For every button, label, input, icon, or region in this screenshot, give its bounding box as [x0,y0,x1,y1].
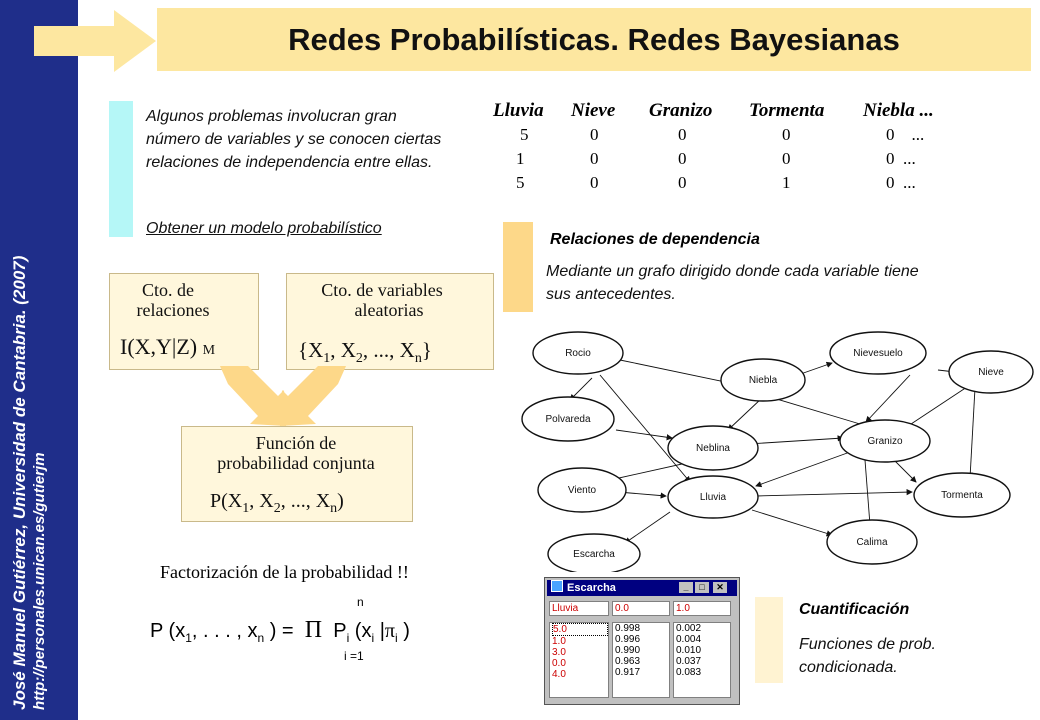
cpt-parent-value[interactable]: 3.0 [552,647,566,658]
variables-set-sep: , ..., X [362,338,415,362]
cpt-prob-value[interactable]: 0.010 [676,645,702,656]
formula-sub: i [371,631,375,645]
graph-node-viento [538,468,626,512]
obs-cell: 0 [886,125,895,144]
cpt-header-state: 1.0 [673,601,731,616]
obs-cell: 0 [886,173,895,192]
cpt-prob-value[interactable]: 0.998 [615,623,641,634]
graph-node-label: Tormenta [941,490,983,501]
graph-node-niebla [721,359,805,401]
dependency-heading: Relaciones de dependencia [550,231,760,248]
graph-node-label: Polvareda [545,414,591,425]
joint-formula-open: P(X [210,490,243,512]
factorization-caption: Factorización de la probabilidad !! [160,562,409,582]
edge-granizo-calima [865,460,870,525]
cpt-prob-value[interactable]: 0.996 [615,634,641,645]
cpt-header-state: 0.0 [612,601,670,616]
product-lower: i =1 [344,649,364,663]
obs-cell: 5 [520,125,529,144]
obs-header: Niebla ... [863,100,934,121]
formula-lhs: ) = [269,620,294,642]
graph-node-polvareda [522,397,614,441]
converge-arrows [200,366,360,430]
cpt-prob-value[interactable]: 0.963 [615,656,641,667]
factorization-formula [150,617,410,645]
cpt-prob-value[interactable]: 0.990 [615,645,641,656]
joint-sub: 2 [273,501,281,516]
cpt-window-titlebar[interactable] [547,580,737,596]
intro-goal: Obtener un modelo probabilístico [146,220,382,237]
relations-formula-line [120,334,215,360]
cpt-col-prob1[interactable] [673,622,731,698]
edge-nieve-granizo [905,385,970,428]
side-url: http://personales.unican.es/gutierjm [31,452,48,710]
joint-formula [210,490,344,517]
obs-cell: 5 [516,173,525,192]
graph-node-neblina [668,426,758,470]
edge-nievesuelo-granizo [866,375,910,422]
graph-node-escarcha [548,534,640,572]
arrow-right-icon [280,366,346,426]
quantification-accent [755,597,783,683]
page-title: Redes Probabilísticas. Redes Bayesianas [288,22,900,57]
relations-line1: Cto. de [142,280,194,300]
obs-header: Granizo [649,100,713,121]
cpt-col-parent-values[interactable] [549,622,609,698]
obs-header: Nieve [571,100,616,121]
product-symbol: Π [304,617,323,643]
formula-rhs: ) [403,620,410,642]
joint-label [181,433,411,473]
joint-line1: Función de [255,433,337,453]
bayesian-graph [520,320,1040,572]
formula-lhs: P (x [150,620,186,642]
close-icon[interactable]: ✕ [713,582,727,593]
graph-node-label: Niebla [748,375,778,386]
cpt-window [544,577,740,705]
cpt-prob-value[interactable]: 0.037 [676,656,702,667]
obs-cell: 0 [678,149,687,168]
cpt-prob-value[interactable]: 0.002 [676,623,702,634]
graph-node-calima [827,520,917,564]
edge-rocio-lluvia [600,375,690,482]
obs-cell: 0 [782,125,791,144]
side-credit [10,256,50,710]
formula-sub: i [346,631,350,645]
variables-set-sep: , X [330,338,356,362]
cpt-parent-value[interactable]: 0.0 [552,658,566,669]
joint-line2: probabilidad conjunta [217,453,375,473]
edge-nieve-tormenta [970,388,975,478]
graph-node-label: Nieve [978,367,1004,378]
graph-node-label: Nievesuelo [853,348,903,359]
obs-cell: 1 [782,173,791,192]
relations-formula: I(X,Y|Z) [120,334,198,359]
graph-node-label: Granizo [867,436,903,447]
graph-node-lluvia [668,476,758,518]
app-icon [551,580,563,592]
joint-formula-close: ) [337,490,344,512]
graph-node-label: Rocio [565,348,591,359]
formula-rhs: P [333,620,347,642]
joint-formula-sep: , X [249,490,274,512]
side-author: José Manuel Gutiérrez, Universidad de Cantabria. (2007) [10,255,29,710]
graph-node-label: Calima [856,537,888,548]
variables-sub: 1 [323,351,331,367]
joint-formula-sep: , ..., X [280,490,331,512]
graph-node-label: Escarcha [573,549,615,560]
edge-polvareda-neblina [616,430,672,438]
arrow-left-icon [220,366,286,426]
side-band-edge [78,0,100,720]
edge-lluvia-tormenta [756,492,912,496]
cpt-prob-value[interactable]: 0.004 [676,634,702,645]
cpt-header-parent: Lluvia [549,601,609,616]
cpt-prob-value[interactable]: 0.083 [676,667,702,678]
obs-header: Tormenta [749,100,825,121]
obs-cell: 0 [678,173,687,192]
quantification-text: Funciones de prob. condicionada. [799,636,936,676]
relations-subscript: M [202,343,216,358]
formula-sub: n [257,631,265,645]
variables-set [298,338,432,367]
quantification-heading: Cuantificación [799,601,910,618]
relations-label [109,280,257,320]
formula-rhs: (x [354,620,372,642]
obs-cell: 0 [782,149,791,168]
graph-node-tormenta [914,473,1010,517]
formula-rhs: | [379,620,385,642]
obs-cell: 0 [590,173,599,192]
formula-pi: π [384,620,396,642]
obs-cell: 0 [886,149,895,168]
obs-cell: 0 [590,149,599,168]
variables-set-open: {X [298,338,324,362]
minimize-icon[interactable]: _ [679,582,693,593]
cpt-col-prob0[interactable] [612,622,670,698]
edge-neblina-granizo [748,438,843,444]
graph-node-rocio [533,332,623,374]
cpt-parent-value[interactable]: 4.0 [552,669,566,680]
edge-niebla-neblina [728,398,762,430]
relations-line2: relaciones [136,300,210,320]
edge-granizo-lluvia [756,452,850,486]
graph-node-granizo [840,420,930,462]
formula-sub: 1 [185,631,192,645]
cpt-prob-value[interactable]: 0.917 [615,667,641,678]
obs-cell: 0 [678,125,687,144]
variables-line1: Cto. de variables [321,280,443,300]
joint-sub: n [330,501,338,516]
maximize-icon[interactable]: □ [695,582,709,593]
obs-cell: ... [911,125,925,144]
dependency-text: Mediante un grafo dirigido donde cada variable tiene sus antecedentes. [546,263,919,303]
intro-accent [109,101,133,237]
title-arrow-icon [34,10,158,72]
variables-sub: n [414,351,422,367]
joint-sub: 1 [242,501,250,516]
obs-cell: 0 [590,125,599,144]
variables-label [286,280,492,320]
formula-sub: i [395,631,398,645]
variables-line2: aleatorias [354,300,424,320]
graph-node-nieve [949,351,1033,393]
graph-node-label: Neblina [696,443,730,454]
graph-node-label: Viento [567,485,597,496]
edge-lluvia-escarcha [625,512,670,543]
formula-lhs: , . . . , x [191,620,258,642]
observation-table [492,99,960,195]
edge-lluvia-calima [752,510,832,535]
dependency-accent [503,222,533,312]
edge-rocio-niebla [620,360,730,383]
cpt-parent-value[interactable]: 5.0 [552,623,608,636]
obs-cell: ... [903,149,916,168]
cpt-parent-value[interactable]: 1.0 [552,636,566,647]
graph-node-nievesuelo [830,332,926,374]
graph-node-label: Lluvia [699,492,727,503]
variables-sub: 2 [355,351,363,367]
product-upper: n [357,595,364,609]
obs-header: Lluvia [493,100,544,121]
obs-cell: ... [903,173,916,192]
variables-set-close: } [421,338,432,362]
intro-text: Algunos problemas involucran gran número de variables y se conocen ciertas relaciones de independencia entre ellas. [146,108,442,171]
cpt-window-title: Escarcha [567,582,616,594]
obs-cell: 1 [516,149,525,168]
